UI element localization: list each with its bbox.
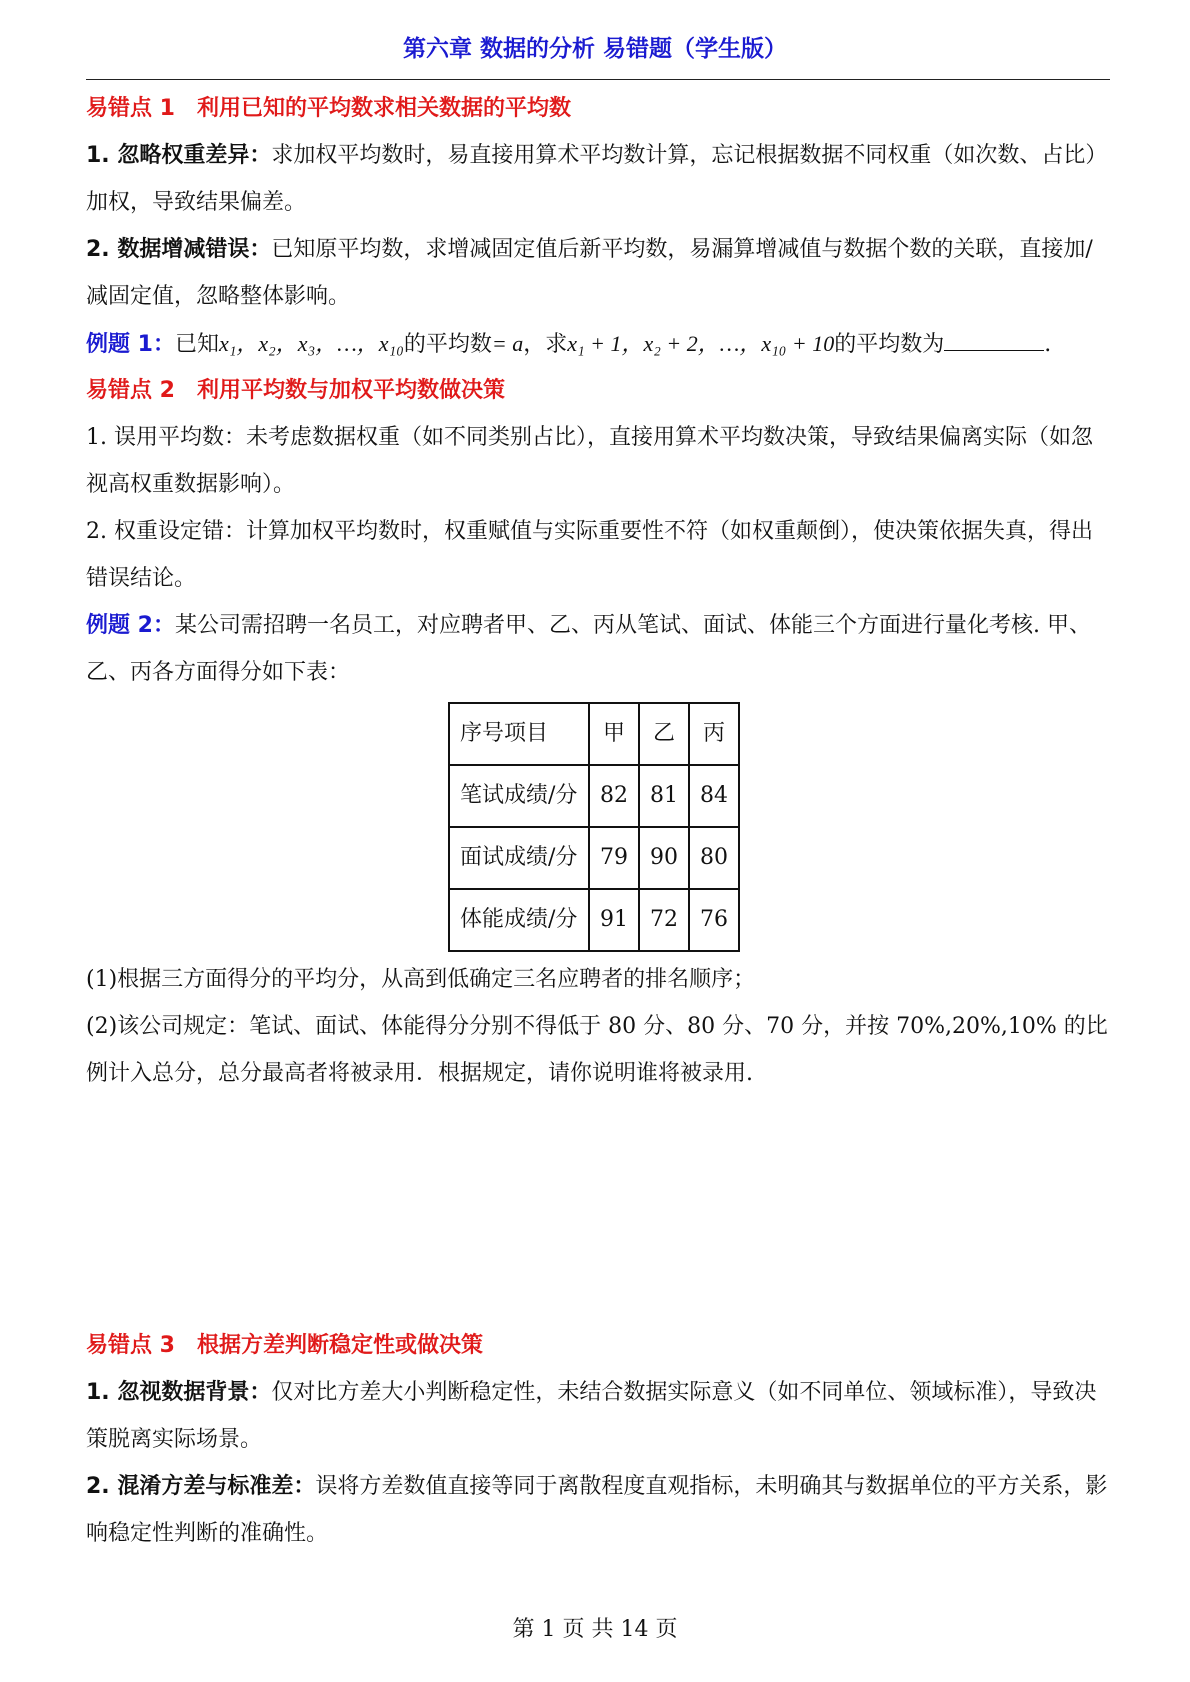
question-1: (1)根据三方面得分的平均分，从高到低确定三名应聘者的排名顺序； (86, 967, 756, 992)
section-3-heading (86, 1323, 1110, 1369)
example-2-label: 例题 2： (86, 613, 175, 638)
table-cell: 90 (639, 827, 689, 889)
example-1-label: 例题 1： (86, 332, 175, 357)
point-text: 已知原平均数，求增减固定值后新平均数，易漏算增减值与数据个数的关联，直接加/减固定值，忽略整体影响。 (86, 237, 1093, 309)
table-cell: 79 (589, 827, 639, 889)
example-1-math-b: = a (491, 331, 524, 356)
section-3-point-1 (86, 1369, 1110, 1463)
table-row (449, 827, 739, 889)
point-text: 仅对比方差大小判断稳定性，未结合数据实际意义（如不同单位、领域标准），导致决策脱离实际场景。 (86, 1380, 1097, 1452)
table-cell: 72 (639, 889, 689, 951)
table-header-cell: 序号项目 (449, 703, 589, 765)
table-cell: 笔试成绩/分 (449, 765, 589, 827)
question-2: (2)该公司规定：笔试、面试、体能得分分别不得低于 80 分、80 分、70 分，并按 70%,20%,10% 的比例计入总分，总分最高者将被录用．根据规定，请你说明谁将被录用. (86, 1014, 1108, 1086)
score-table (448, 702, 740, 952)
answer-space (86, 1097, 1110, 1323)
point-text: 求加权平均数时，易直接用算术平均数计算，忘记根据数据不同权重（如次数、占比）加权，导致结果偏差。 (86, 143, 1108, 215)
point-lead: 1. 忽略权重差异： (86, 143, 272, 168)
example-1-text-b: 的平均数 (403, 332, 492, 357)
section-1-point-1 (86, 132, 1110, 226)
example-1-math-a: x₁，x₂，x₃，…，x₁₀ (218, 331, 404, 356)
section-3-point-2 (86, 1463, 1110, 1557)
example-1-text-a: 已知 (174, 332, 219, 357)
table-row (449, 765, 739, 827)
table-cell: 面试成绩/分 (449, 827, 589, 889)
section-2-heading (86, 368, 1110, 414)
table-header-row (449, 703, 739, 765)
section-1-title: 利用已知的平均数求相关数据的平均数 (196, 96, 571, 121)
section-2-point-1: 1. 误用平均数：未考虑数据权重（如不同类别占比），直接用算术平均数决策，导致结果偏离实际（如忽视高权重数据影响）。 (86, 425, 1093, 497)
point-lead: 2. 混淆方差与标准差： (86, 1474, 316, 1499)
table-row (449, 889, 739, 951)
document-body (86, 86, 1110, 1557)
table-header-cell: 丙 (689, 703, 739, 765)
table-cell: 91 (589, 889, 639, 951)
page-title: 第六章 数据的分析 易错题（学生版） (402, 36, 787, 62)
example-1-text-d: 的平均数为 (834, 332, 945, 357)
section-3-number: 易错点 3 (86, 1333, 175, 1358)
point-lead: 1. 忽视数据背景： (86, 1380, 272, 1405)
table-header-cell: 乙 (639, 703, 689, 765)
section-1-point-2 (86, 226, 1110, 320)
table-cell: 84 (689, 765, 739, 827)
example-1-end: . (1044, 332, 1052, 357)
answer-blank[interactable] (944, 326, 1044, 351)
section-2-title: 利用平均数与加权平均数做决策 (196, 378, 505, 403)
header-divider (86, 79, 1110, 80)
example-1-text-c: ，求 (523, 332, 568, 357)
table-cell: 81 (639, 765, 689, 827)
point-lead: 2. 数据增减错误： (86, 237, 272, 262)
section-2-point-2: 2. 权重设定错：计算加权平均数时，权重赋值与实际重要性不符（如权重颠倒），使决策依据失真，得出错误结论。 (86, 519, 1093, 591)
table-cell: 80 (689, 827, 739, 889)
table-header-cell: 甲 (589, 703, 639, 765)
table-cell: 82 (589, 765, 639, 827)
example-2-text: 某公司需招聘一名员工，对应聘者甲、乙、丙从笔试、面试、体能三个方面进行量化考核. 甲、乙、丙各方面得分如下表： (86, 613, 1091, 685)
table-cell: 76 (689, 889, 739, 951)
example-1-math-c: x₁ + 1，x₂ + 2，…，x₁₀ + 10 (567, 331, 835, 356)
point-text: 误将方差数值直接等同于离散程度直观指标，未明确其与数据单位的平方关系，影响稳定性判断的准确性。 (86, 1474, 1108, 1546)
example-1 (86, 320, 1110, 368)
section-3-title: 根据方差判断稳定性或做决策 (196, 1333, 483, 1358)
example-2 (86, 602, 1110, 696)
section-1-heading (86, 86, 1110, 132)
section-2-number: 易错点 2 (86, 378, 175, 403)
section-1-number: 易错点 1 (86, 96, 175, 121)
page-footer: 第 1 页 共 14 页 (512, 1617, 678, 1642)
table-cell: 体能成绩/分 (449, 889, 589, 951)
